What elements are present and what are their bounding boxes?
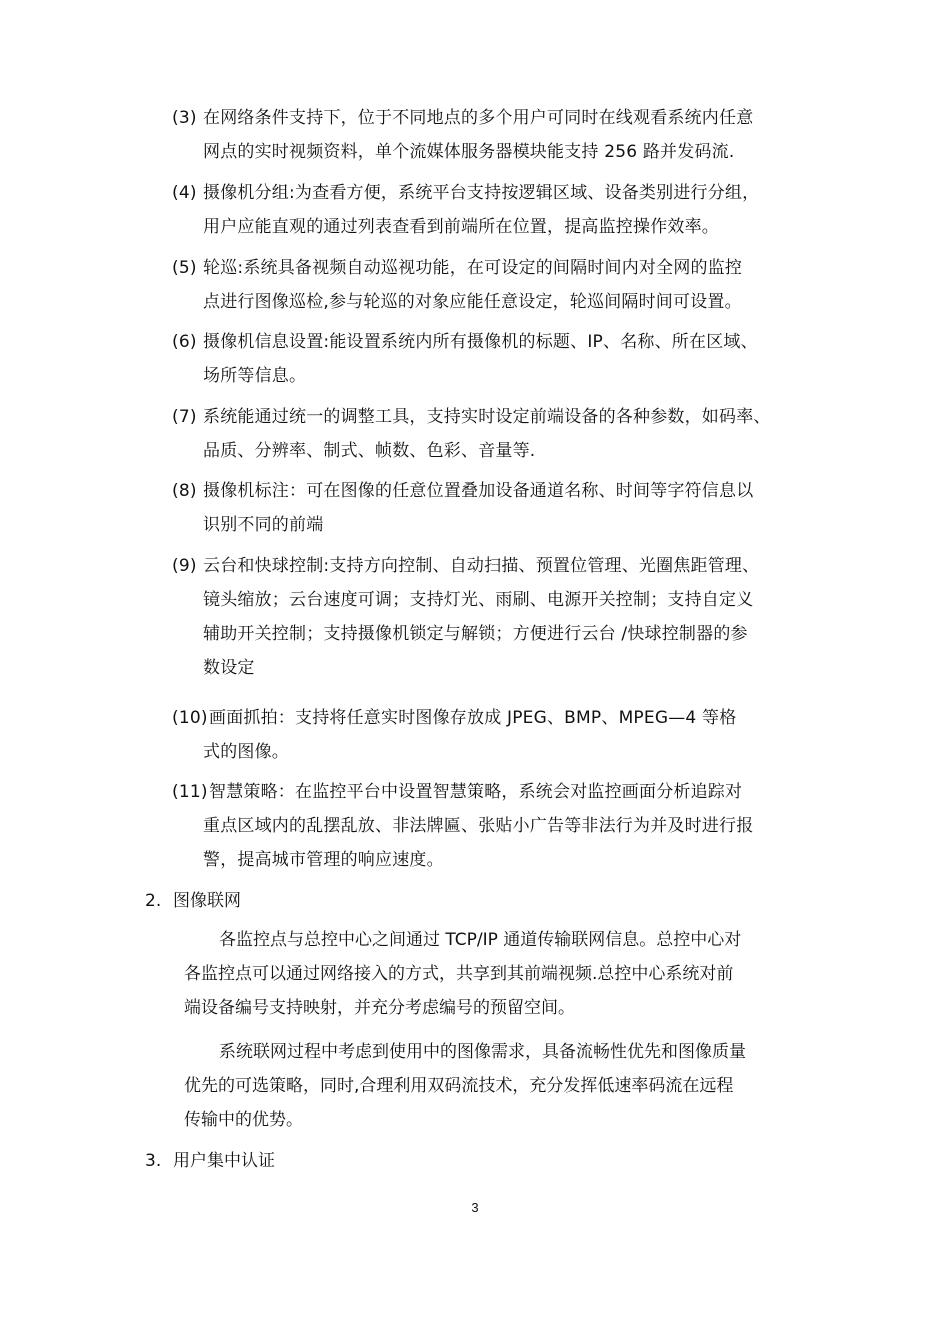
paragraph-2	[184, 1035, 824, 1137]
item-number: (10)	[172, 708, 208, 728]
item-line: 点进行图像巡检,参与轮巡的对象应能任意设定，轮巡间隔时间可设置。	[203, 292, 742, 312]
item-number: (9)	[172, 556, 197, 576]
item-line: 在网络条件支持下，位于不同地点的多个用户可同时在线观看系统内任意	[203, 108, 754, 128]
item-line: 系统能通过统一的调整工具，支持实时设定前端设备的各种参数，如码率、	[203, 407, 771, 427]
list-item-9	[172, 549, 822, 685]
list-item-7	[172, 400, 822, 468]
item-line: 场所等信息。	[203, 366, 307, 386]
item-line: 轮巡:系统具备视频自动巡视功能，在可设定的间隔时间内对全网的监控	[203, 258, 743, 278]
list-item-11	[172, 775, 822, 877]
item-line: 品质、分辨率、制式、帧数、色彩、音量等.	[203, 441, 536, 461]
item-line: 用户应能直观的通过列表查看到前端所在位置，提高监控操作效率。	[203, 217, 719, 237]
item-number: (7)	[172, 407, 197, 427]
section-heading-2	[145, 884, 241, 918]
paragraph-1	[184, 923, 824, 1025]
section-title: 图像联网	[173, 891, 241, 911]
paragraph-line: 各监控点可以通过网络接入的方式，共享到其前端视频.总控中心系统对前	[184, 964, 734, 984]
list-item-4	[172, 176, 822, 244]
item-line: 镜头缩放；云台速度可调；支持灯光、雨刷、电源开关控制；支持自定义	[203, 590, 754, 610]
item-line: 数设定	[203, 658, 255, 678]
list-item-5	[172, 251, 822, 319]
item-number: (6)	[172, 332, 197, 352]
section-number: 3.	[145, 1151, 162, 1171]
paragraph-line: 系统联网过程中考虑到使用中的图像需求，具备流畅性优先和图像质量	[219, 1042, 746, 1062]
item-number: (11)	[172, 782, 208, 802]
item-line: 画面抓拍：支持将任意实时图像存放成 JPEG、BMP、MPEG—4 等格	[209, 708, 737, 728]
item-line: 摄像机分组:为查看方便，系统平台支持按逻辑区域、设备类别进行分组，	[203, 183, 760, 203]
item-line: 智慧策略：在监控平台中设置智慧策略，系统会对监控画面分析追踪对	[209, 782, 743, 802]
list-item-8	[172, 474, 822, 542]
list-item-3	[172, 101, 822, 169]
section-title: 用户集中认证	[173, 1151, 275, 1171]
item-line: 重点区域内的乱摆乱放、非法牌匾、张贴小广告等非法行为并及时进行报	[203, 816, 754, 836]
list-item-6	[172, 325, 822, 393]
item-line: 辅助开关控制；支持摄像机锁定与解锁；方便进行云台 /快球控制器的参	[203, 624, 748, 644]
paragraph-line: 优先的可选策略，同时,合理利用双码流技术，充分发挥低速率码流在远程	[184, 1076, 734, 1096]
paragraph-line: 传输中的优势。	[184, 1110, 303, 1130]
list-item-10	[172, 701, 822, 769]
item-line: 警，提高城市管理的响应速度。	[203, 850, 444, 870]
item-number: (5)	[172, 258, 197, 278]
paragraph-line: 端设备编号支持映射，并充分考虑编号的预留空间。	[184, 998, 575, 1018]
paragraph-line: 各监控点与总控中心之间通过 TCP/IP 通道传输联网信息。总控中心对	[219, 930, 742, 950]
item-number: (8)	[172, 481, 197, 501]
item-line: 云台和快球控制:支持方向控制、自动扫描、预置位管理、光圈焦距管理、	[203, 556, 760, 576]
section-number: 2.	[145, 891, 162, 911]
item-line: 式的图像。	[203, 742, 289, 762]
item-line: 网点的实时视频资料，单个流媒体服务器模块能支持 256 路并发码流.	[203, 142, 735, 162]
item-line: 识别不同的前端	[203, 515, 324, 535]
item-number: (4)	[172, 183, 197, 203]
section-heading-3	[145, 1144, 275, 1178]
page-number: 3	[471, 1200, 479, 1215]
item-number: (3)	[172, 108, 197, 128]
item-line: 摄像机信息设置:能设置系统内所有摄像机的标题、IP、名称、所在区域、	[203, 332, 758, 352]
item-line: 摄像机标注：可在图像的任意位置叠加设备通道名称、时间等字符信息以	[203, 481, 754, 501]
